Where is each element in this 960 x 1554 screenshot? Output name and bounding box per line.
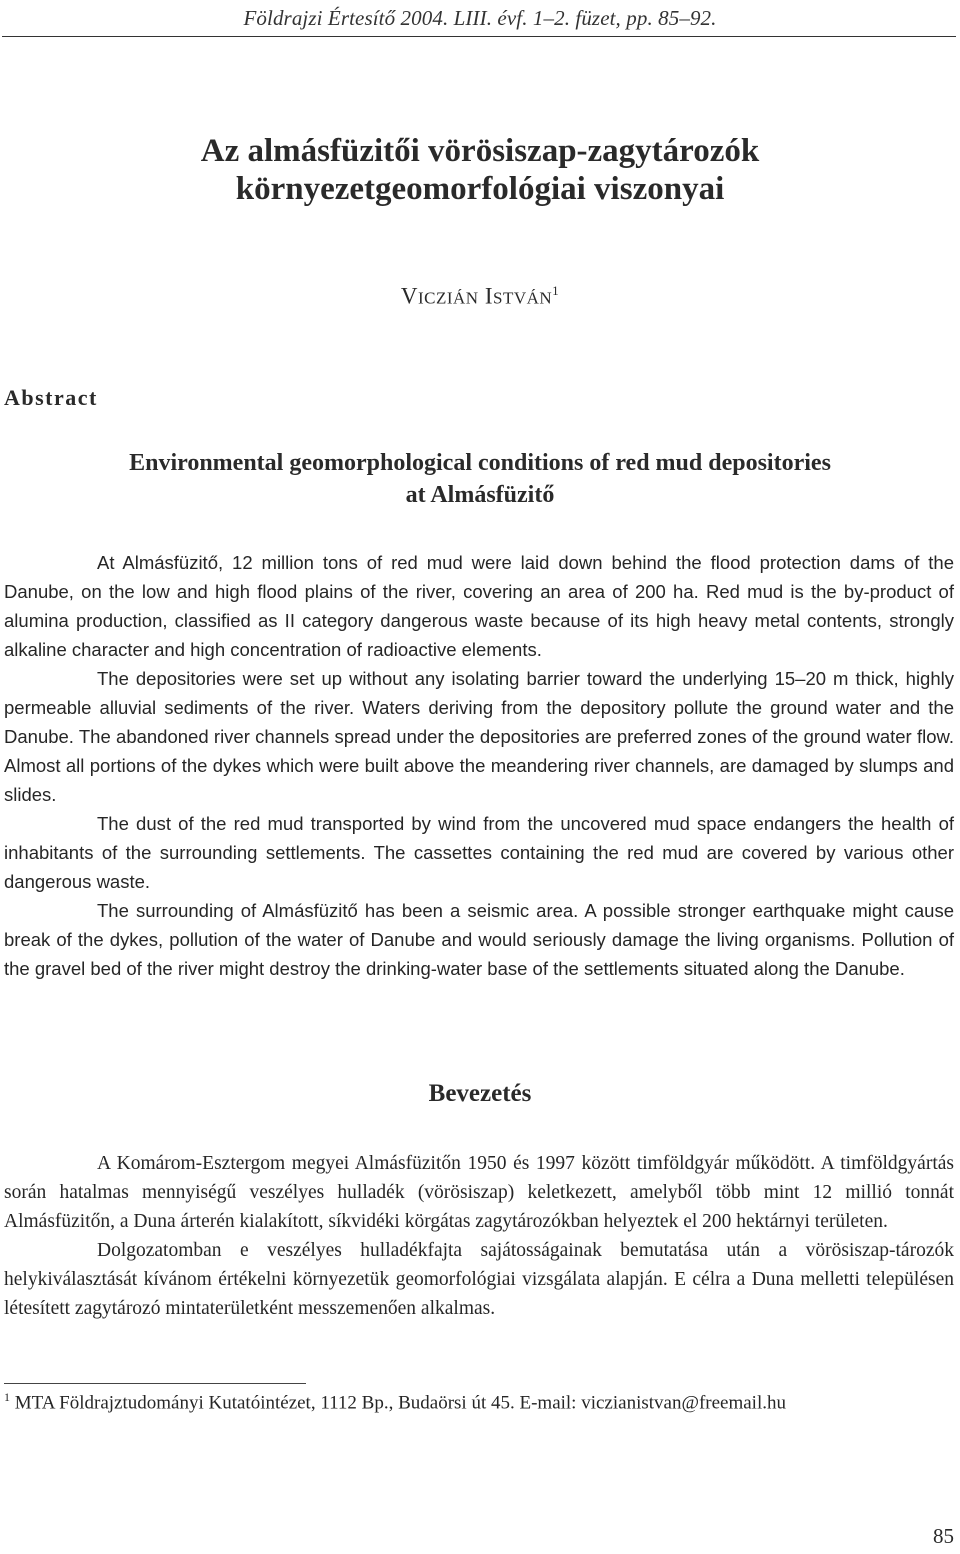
abstract-heading: Abstract <box>4 385 98 410</box>
author-name <box>0 283 960 310</box>
page-number: 85 <box>933 1524 954 1548</box>
abstract-paragraph: The dust of the red mud transported by wind from the uncovered mud space endangers the health of inhabitants of the surrounding settlements. The cassettes containing the red mud are covered by various other dangerous waste. <box>4 813 954 892</box>
abstract-paragraph: The surrounding of Almásfüzitő has been a seismic area. A possible stronger earthquake might cause break of the dykes, pollution of the water of Danube and would seriously damage the living organisms. Pollution of the gravel bed of the river might destroy the drinking-water base of the settlements situated along the Danube. <box>4 900 954 979</box>
article-title-line-2: környezetgeomorfológiai viszonyai <box>235 171 725 207</box>
author-footnote-mark: 1 <box>552 283 560 298</box>
abstract-title-line-1: Environmental geomorphological conditions of red mud depositories <box>129 450 831 476</box>
footnote-divider <box>4 1383 306 1384</box>
article-title <box>0 132 960 208</box>
author-given-initial: I <box>484 283 493 309</box>
introduction-paragraph: A Komárom-Esztergom megyei Almásfüzitőn 1950 és 1997 között timföldgyár működött. A timföldgyártás során hatalmas mennyiségű veszélyes hulladék (vörösiszap) keletkezett, amelyből több mint 12 millió tonnát Almásfüzitőn, a Duna árterén kialakított, síkvidéki körgátas zagytározókban helyeztek el 200 hektárnyi területen. <box>4 1153 954 1232</box>
abstract-paragraph: At Almásfüzitő, 12 million tons of red mud were laid down behind the flood protection dams of the Danube, on the low and high flood plains of the river, covering an area of 200 ha. Red mud is the by-product of alumina production, classified as II category dangerous waste because of its high heavy metal contents, strongly alkaline character and high concentration of radioactive elements. <box>4 552 954 660</box>
journal-header: Földrajzi Értesítő 2004. LIII. évf. 1–2. füzet, pp. 85–92. <box>243 6 717 30</box>
section-heading-introduction: Bevezetés <box>428 1080 532 1107</box>
abstract-paragraph: The depositories were set up without any isolating barrier toward the underlying 15–20 m thick, highly permeable alluvial sediments of the river. Waters deriving from the depository pollute the ground water and the Danube. The abandoned river channels spread under the depositories are preferred zones of the ground water flow. Almost all portions of the dykes which were built above the meandering river channels, are damaged by slumps and slides. <box>4 668 954 805</box>
header-divider <box>2 36 956 37</box>
author-surname-initial: V <box>400 283 418 309</box>
abstract-body <box>4 548 954 983</box>
footnote-mark: 1 <box>4 1390 10 1404</box>
introduction-body <box>4 1149 954 1323</box>
abstract-title-line-2: at Almásfüzitő <box>405 482 555 508</box>
introduction-paragraph: Dolgozatomban e veszélyes hulladékfajta sajátosságainak bemutatása után a vörösiszap-tározók helykiválasztását kívánom értékelni környezetük geomorfológiai vizsgálata alapján. E célra a Duna melletti településen létesített zagytározó mintaterületként messzemenően alkalmas. <box>4 1240 954 1319</box>
footnote <box>4 1390 960 1414</box>
footnote-text: MTA Földrajztudományi Kutatóintézet, 1112 Bp., Budaörsi út 45. E-mail: viczianistvan@freemail.hu <box>10 1392 786 1414</box>
abstract-title <box>0 447 960 511</box>
author-given-rest: STVÁN <box>492 288 553 308</box>
article-title-line-1: Az almásfüzitői vörösiszap-zagytározók <box>200 133 760 169</box>
author-surname-rest: ICZIÁN <box>417 288 479 308</box>
